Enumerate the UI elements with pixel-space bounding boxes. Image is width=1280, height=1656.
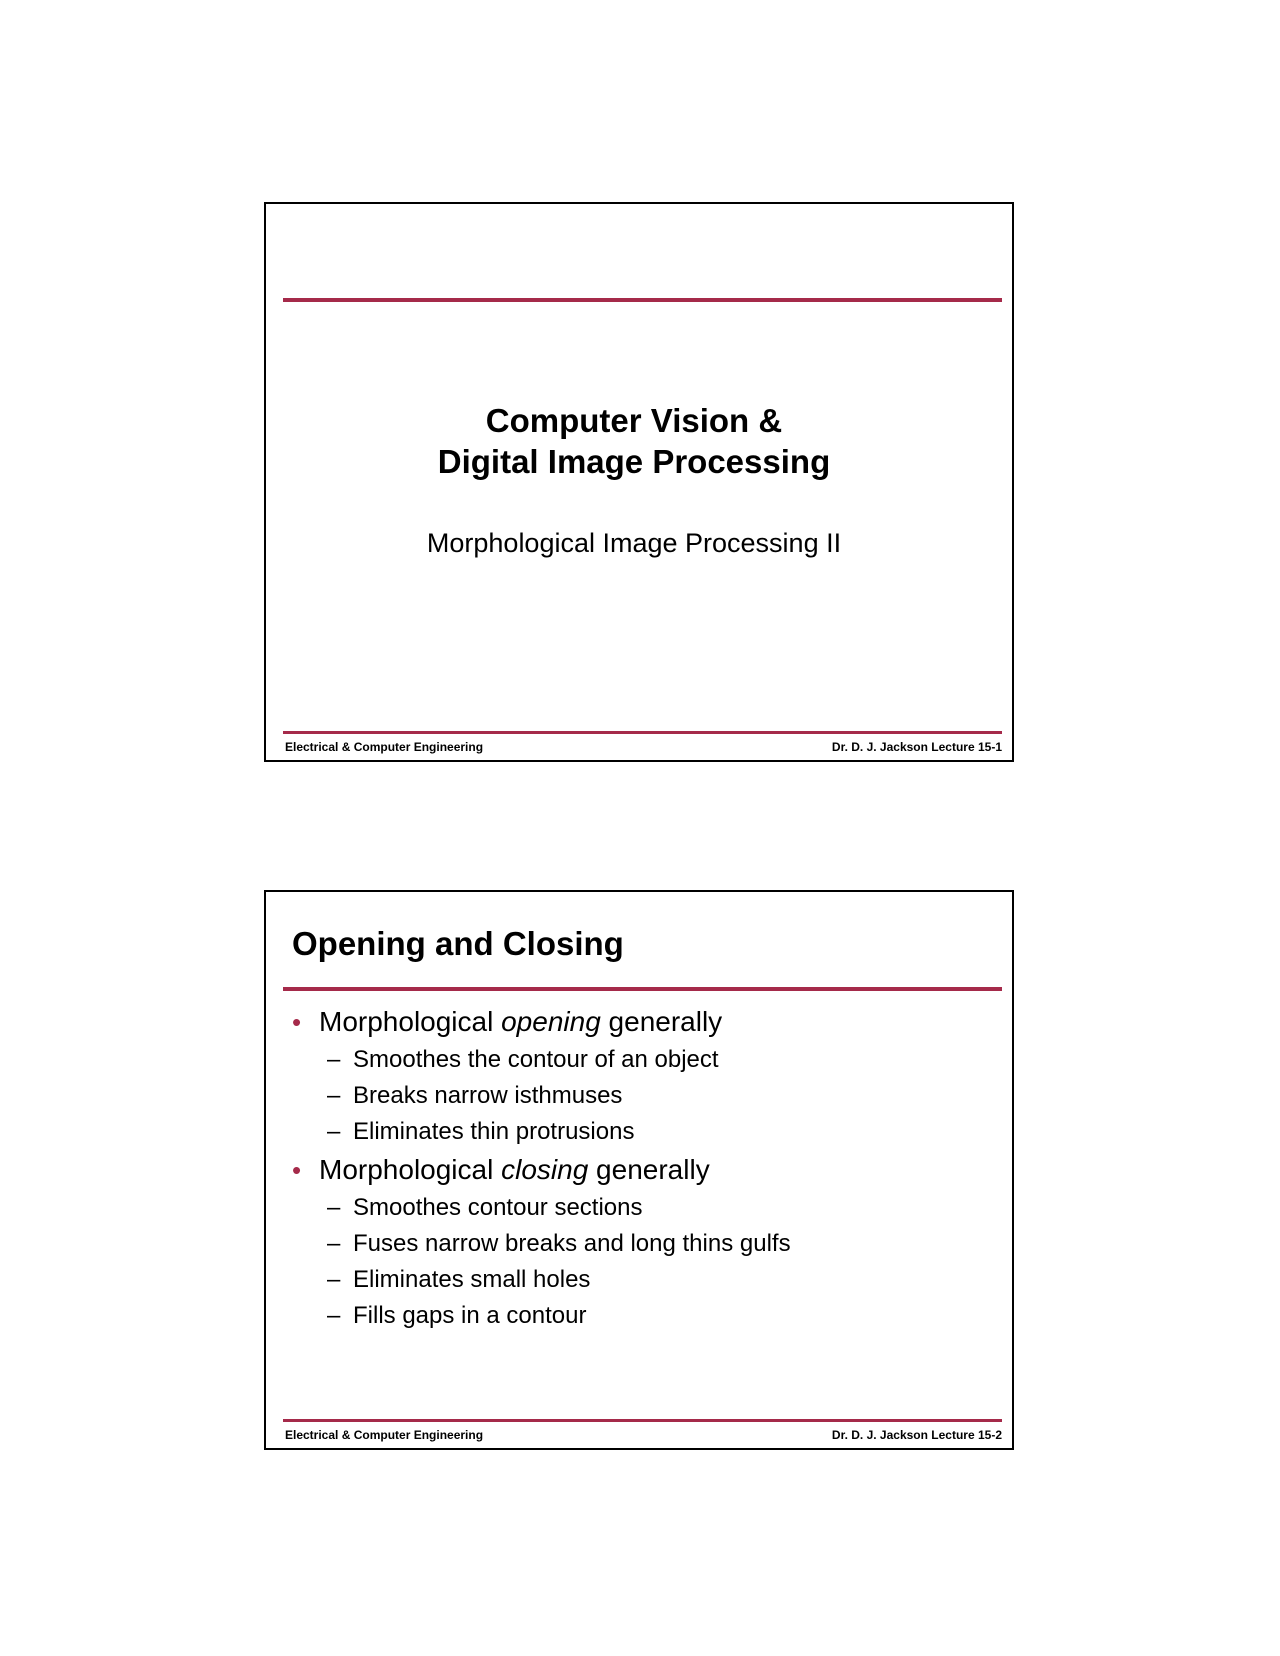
dash-marker: – bbox=[327, 1194, 341, 1221]
bullet-text-before: Morphological bbox=[319, 1006, 502, 1037]
bullet-closing bbox=[292, 1150, 992, 1190]
sub-bullet-text: Smoothes the contour of an object bbox=[353, 1046, 719, 1073]
sub-bullet-text: Breaks narrow isthmuses bbox=[353, 1082, 623, 1109]
sub-bullet-text: Fills gaps in a contour bbox=[353, 1302, 587, 1329]
bullet-marker: • bbox=[292, 1155, 302, 1185]
title-line-2: Digital Image Processing bbox=[437, 443, 831, 480]
bullet-marker: • bbox=[292, 1007, 302, 1037]
bottom-divider bbox=[283, 1419, 1002, 1422]
dash-marker: – bbox=[327, 1118, 341, 1145]
dash-marker: – bbox=[327, 1082, 341, 1109]
slide-subtitle: Morphological Image Processing II bbox=[426, 528, 842, 558]
slide-title bbox=[266, 400, 1012, 482]
sub-bullet bbox=[292, 1298, 992, 1334]
bottom-divider bbox=[283, 731, 1002, 734]
sub-bullet-text: Eliminates small holes bbox=[353, 1266, 591, 1293]
bullet-opening bbox=[292, 1002, 992, 1042]
bullet-list bbox=[292, 1002, 992, 1334]
sub-bullet bbox=[292, 1114, 992, 1150]
title-slide bbox=[264, 202, 1014, 762]
sub-bullet-text: Fuses narrow breaks and long thins gulfs bbox=[353, 1230, 791, 1257]
top-divider bbox=[283, 987, 1002, 991]
top-divider bbox=[283, 298, 1002, 302]
sub-bullet-text: Smoothes contour sections bbox=[353, 1194, 643, 1221]
content-slide bbox=[264, 890, 1014, 1450]
footer-department: Electrical & Computer Engineering bbox=[285, 740, 484, 754]
bullet-text-after: generally bbox=[588, 1154, 710, 1185]
dash-marker: – bbox=[327, 1302, 341, 1329]
sub-bullet bbox=[292, 1078, 992, 1114]
slide-heading: Opening and Closing bbox=[292, 925, 624, 962]
sub-bullet bbox=[292, 1226, 992, 1262]
dash-marker: – bbox=[327, 1266, 341, 1293]
footer-lecture: Dr. D. J. Jackson Lecture 15-1 bbox=[831, 740, 1002, 754]
bullet-emphasis: opening bbox=[501, 1006, 601, 1037]
bullet-text-after: generally bbox=[600, 1006, 723, 1037]
sub-bullet bbox=[292, 1262, 992, 1298]
dash-marker: – bbox=[327, 1230, 341, 1257]
footer-lecture: Dr. D. J. Jackson Lecture 15-2 bbox=[831, 1428, 1002, 1442]
bullet-emphasis: closing bbox=[501, 1154, 589, 1185]
sub-bullet-text: Eliminates thin protrusions bbox=[353, 1118, 635, 1145]
title-line-1: Computer Vision & bbox=[485, 402, 783, 439]
footer-department: Electrical & Computer Engineering bbox=[285, 1428, 484, 1442]
dash-marker: – bbox=[327, 1046, 341, 1073]
bullet-text-before: Morphological bbox=[319, 1154, 502, 1185]
sub-bullet bbox=[292, 1042, 992, 1078]
sub-bullet bbox=[292, 1190, 992, 1226]
